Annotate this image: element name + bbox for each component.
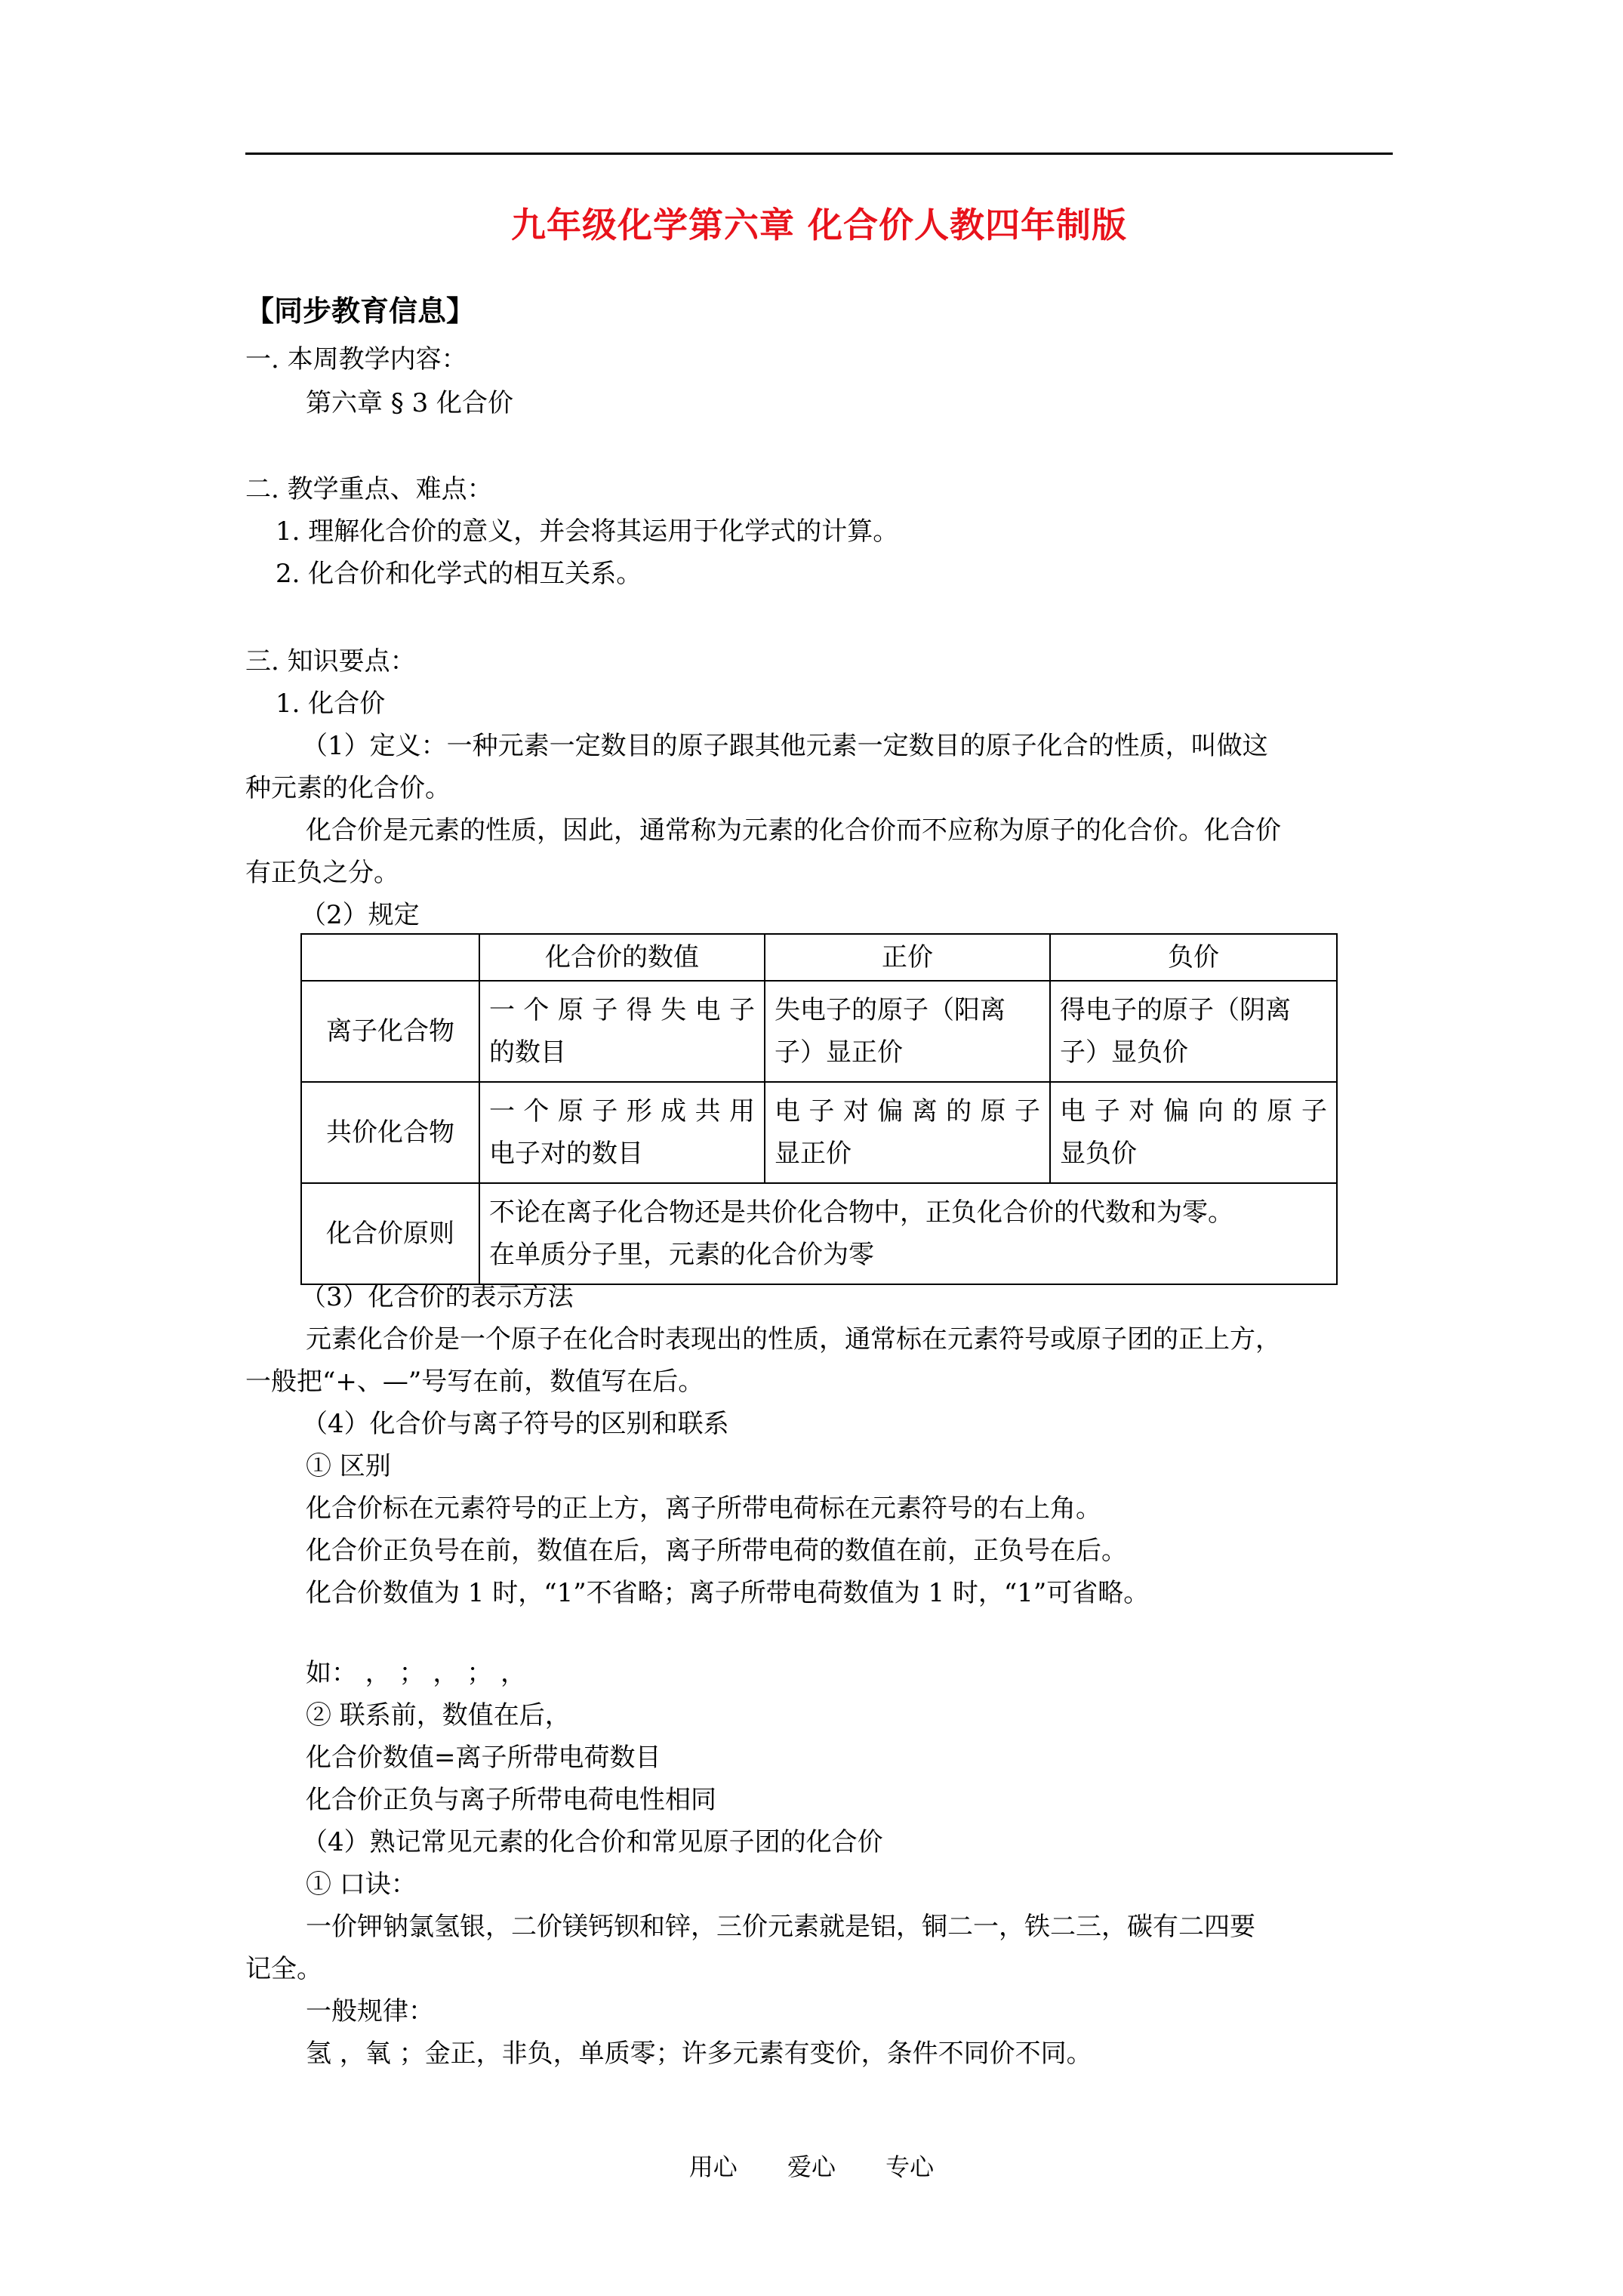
- cell-line: 显正价: [775, 1139, 852, 1169]
- general-rule-heading: 一般规律：: [306, 1996, 434, 2026]
- section1-heading: 一. 本周教学内容：: [245, 344, 467, 374]
- cell-line: 得电子的原子（阴离: [1060, 995, 1291, 1025]
- rule-label: （2）规定: [300, 900, 420, 930]
- table-header-positive: 正价: [765, 934, 1050, 981]
- table-row-ionic: [301, 981, 1337, 1082]
- section-header: 【同步教育信息】: [245, 294, 476, 328]
- section3-subheading: 1. 化合价: [276, 689, 386, 719]
- link-item-1: 化合价数值=离子所带电荷数目: [306, 1743, 661, 1773]
- difference-subheading: ① 区别: [306, 1451, 391, 1481]
- cell-principle: [479, 1183, 1337, 1284]
- mnemonic-line-1: 一价钾钠氯氢银，二价镁钙钡和锌，三价元素就是铝，铜二一，铁二三，碳有二四要: [306, 1912, 1255, 1942]
- memorize-heading: （4）熟记常见元素的化合价和常见原子团的化合价: [302, 1827, 883, 1857]
- representation-line-1: 元素化合价是一个原子在化合时表现出的性质，通常标在元素符号或原子团的正上方，: [306, 1324, 1281, 1354]
- definition-line-1: （1）定义：一种元素一定数目的原子跟其他元素一定数目的原子化合的性质，叫做这: [302, 731, 1268, 761]
- general-rule-line: 氢 ，氧 ；金正，非负，单质零；许多元素有变价，条件不同价不同。: [306, 2039, 1092, 2069]
- cell-line: 一个原子得失电子: [489, 995, 755, 1025]
- row-label-ionic: 离子化合物: [301, 981, 479, 1082]
- cell-covalent-negative: [1050, 1082, 1337, 1183]
- footer-text: 专心: [885, 2153, 935, 2181]
- cell-covalent-value: [479, 1082, 765, 1183]
- cell-line: 在单质分子里，元素的化合价为零: [489, 1240, 874, 1270]
- table-header-value: 化合价的数值: [479, 934, 765, 981]
- note-line-1: 化合价是元素的性质，因此，通常称为元素的化合价而不应称为原子的化合价。化合价: [306, 815, 1281, 846]
- note-line-2: 有正负之分。: [245, 858, 399, 888]
- table-header-blank: [301, 934, 479, 981]
- section2-item-2: 2. 化合价和化学式的相互关系。: [276, 559, 642, 589]
- section2-heading: 二. 教学重点、难点：: [245, 474, 493, 504]
- row-label-covalent: 共价化合物: [301, 1082, 479, 1183]
- footer-text: 用心: [688, 2153, 738, 2181]
- cell-line: 子）显负价: [1060, 1037, 1188, 1068]
- cell-line: 电子对偏离的原子: [775, 1096, 1040, 1126]
- cell-line: 子）显正价: [775, 1037, 903, 1068]
- mnemonic-line-2: 记全。: [245, 1954, 322, 1984]
- page-footer: [0, 2148, 1623, 2183]
- valence-rules-table: [300, 933, 1338, 1285]
- cell-line: 的数目: [489, 1037, 566, 1068]
- cell-ionic-value: [479, 981, 765, 1082]
- cell-line: 电子对的数目: [489, 1139, 643, 1169]
- section1-content: 第六章 § 3 化合价: [306, 388, 514, 418]
- example-line: 如： ， ； ， ； ，: [306, 1658, 527, 1688]
- table-row-principle: [301, 1183, 1337, 1284]
- difference-item-1: 化合价标在元素符号的正上方，离子所带电荷标在元素符号的右上角。: [306, 1493, 1101, 1524]
- footer-text: 爱心: [787, 2153, 836, 2181]
- section3-heading: 三. 知识要点：: [245, 646, 416, 676]
- link-subheading: ② 联系前，数值在后，: [306, 1700, 571, 1730]
- section2-item-1: 1. 理解化合价的意义，并会将其运用于化学式的计算。: [276, 516, 899, 547]
- table-row-covalent: [301, 1082, 1337, 1183]
- link-item-2: 化合价正负与离子所带电荷电性相同: [306, 1785, 716, 1815]
- cell-line: 电子对偏向的原子: [1060, 1096, 1327, 1126]
- representation-heading: （3）化合价的表示方法: [300, 1282, 574, 1312]
- cell-line: 显负价: [1060, 1139, 1137, 1169]
- difference-heading: （4）化合价与离子符号的区别和联系: [302, 1409, 729, 1439]
- cell-line: 一个原子形成共用: [489, 1096, 755, 1126]
- cell-line: 不论在离子化合物还是共价化合物中，正负化合价的代数和为零。: [489, 1197, 1233, 1228]
- definition-line-2: 种元素的化合价。: [245, 773, 451, 803]
- representation-line-2: 一般把“+、—”号写在前，数值写在后。: [245, 1367, 704, 1397]
- table-header-row: [301, 934, 1337, 981]
- cell-ionic-negative: [1050, 981, 1337, 1082]
- cell-covalent-positive: [765, 1082, 1050, 1183]
- difference-item-3: 化合价数值为 1 时，“1”不省略；离子所带电荷数值为 1 时，“1”可省略。: [306, 1578, 1150, 1608]
- table-header-negative: 负价: [1050, 934, 1337, 981]
- cell-ionic-positive: [765, 981, 1050, 1082]
- row-label-principle: 化合价原则: [301, 1183, 479, 1284]
- difference-item-2: 化合价正负号在前，数值在后，离子所带电荷的数值在前，正负号在后。: [306, 1536, 1127, 1566]
- mnemonic-subheading: ① 口诀：: [306, 1869, 417, 1900]
- document-title: 九年级化学第六章 化合价人教四年制版: [510, 205, 1127, 245]
- header-rule: [245, 153, 1393, 155]
- cell-line: 失电子的原子（阳离: [775, 995, 1006, 1025]
